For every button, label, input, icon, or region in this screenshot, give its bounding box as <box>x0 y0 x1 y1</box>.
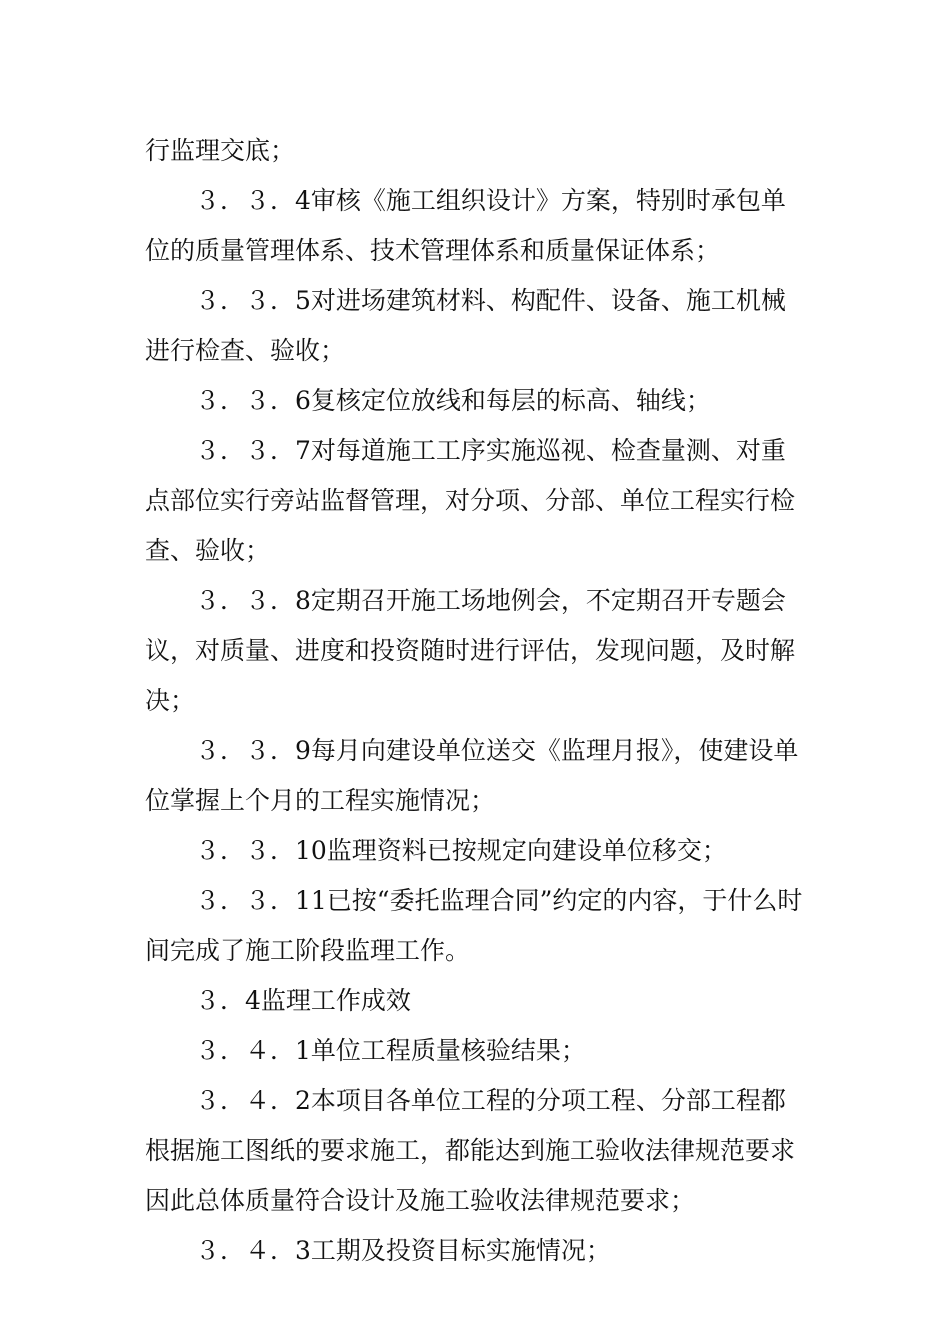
paragraph: ３．３．5对进场建筑材料、构配件、设备、施工机械进行检查、验收； <box>145 286 786 365</box>
section-heading: ３．4监理工作成效 <box>195 986 411 1015</box>
paragraph: ３．３．11已按“委托监理合同”约定的内容，于什么时间完成了施工阶段监理工作。 <box>145 886 803 965</box>
paragraph: ３．４．3工期及投资目标实施情况； <box>195 1236 611 1265</box>
paragraph: ３．３．7对每道施工工序实施巡视、检查量测、对重点部位实行旁站监督管理，对分项、分部、单位工程实行检查、验收； <box>145 436 796 565</box>
document-body <box>145 126 810 1276</box>
paragraph: ３．３．9每月向建设单位送交《监理月报》，使建设单位掌握上个月的工程实施情况； <box>145 736 799 815</box>
paragraph: ３．４．1单位工程质量核验结果； <box>195 1036 586 1065</box>
paragraph: ３．３．8定期召开施工场地例会，不定期召开专题会议，对质量、进度和投资随时进行评估，发现问题，及时解决； <box>145 586 796 715</box>
paragraph: ３．３．10监理资料已按规定向建设单位移交； <box>195 836 727 865</box>
paragraph: ３．３．4审核《施工组织设计》方案，特别时承包单位的质量管理体系、技术管理体系和质量保证体系； <box>145 186 786 265</box>
paragraph: ３．４．2本项目各单位工程的分项工程、分部工程都根据施工图纸的要求施工，都能达到施工验收法律规范要求因此总体质量符合设计及施工验收法律规范要求； <box>145 1086 796 1215</box>
paragraph: ３．３．6复核定位放线和每层的标高、轴线； <box>195 386 711 415</box>
paragraph: 行监理交底； <box>145 136 296 165</box>
